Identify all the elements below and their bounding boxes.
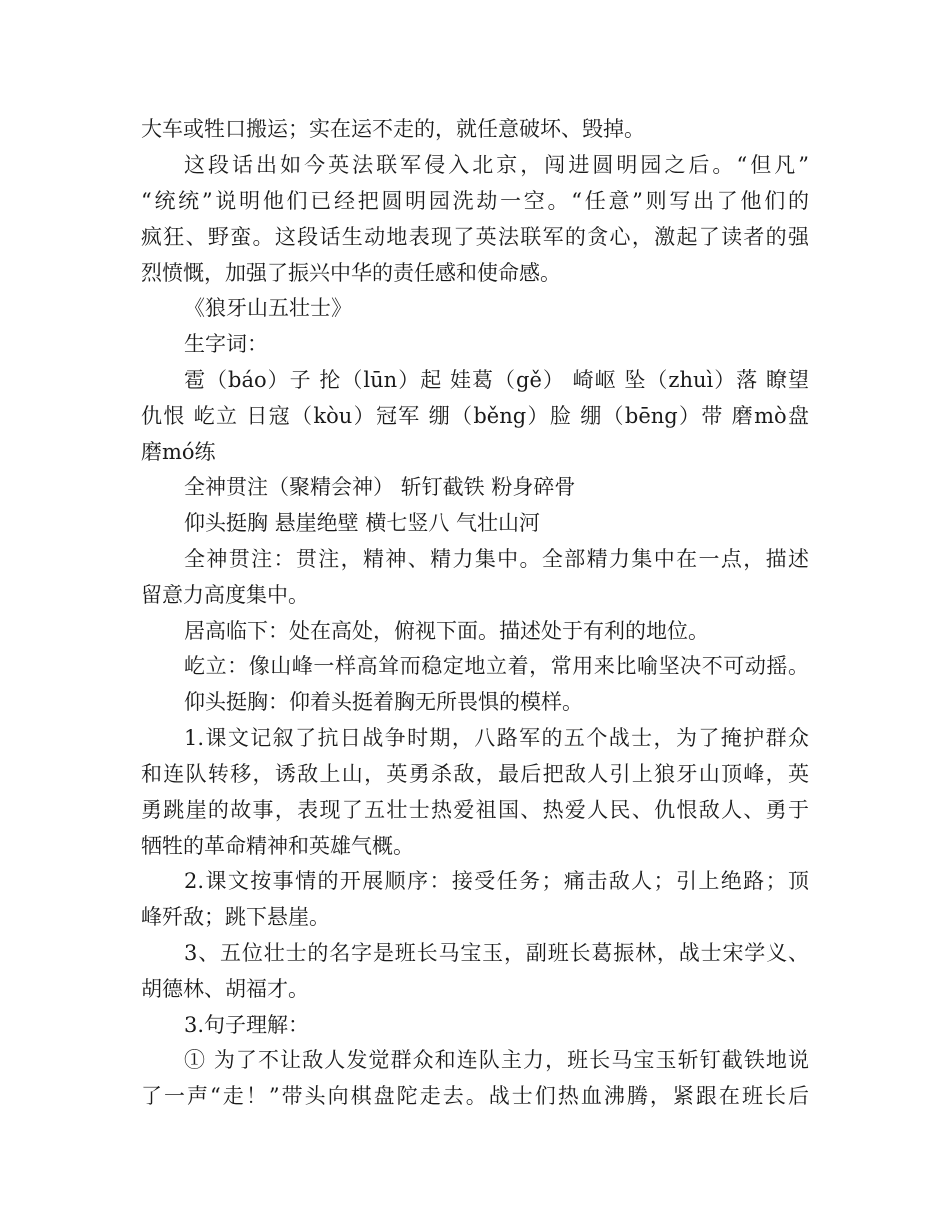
text-line: “统统”说明他们已经把圆明园洗劫一空。“任意”则写出了他们的 [141, 189, 809, 213]
text-line: 居高临下：处在高处，俯视下面。描述处于有利的地位。 [184, 619, 709, 643]
text-line: 全神贯注：贯注，精神、精力集中。全部精力集中在一点，描述 [184, 547, 809, 571]
text-line: 3、五位壮士的名字是班长马宝玉，副班长葛振林，战士宋学义、 [184, 941, 809, 965]
text-line: 生字词： [184, 332, 268, 356]
text-line: 峰歼敌；跳下悬崖。 [141, 905, 330, 929]
text-line: 这段话出如今英法联军侵入北京，闯进圆明园之后。“但凡” [184, 153, 809, 177]
text-line: ① 为了不让敌人发觉群众和连队主力，班长马宝玉斩钉截铁地说 [184, 1048, 809, 1072]
text-line: 雹（báo）子 抡（lūn）起 娃葛（gě） 崎岖 坠（zhuì）落 瞭望 [184, 368, 809, 392]
text-line: 勇跳崖的故事，表现了五壮士热爱祖国、热爱人民、仇恨敌人、勇于 [141, 798, 809, 822]
text-line: 和连队转移，诱敌上山，英勇杀敌，最后把敌人引上狼牙山顶峰，英 [141, 762, 809, 786]
text-line: 2.课文按事情的开展顺序：接受任务；痛击敌人；引上绝路；顶 [184, 869, 809, 893]
text-line: 屹立：像山峰一样高耸而稳定地立着，常用来比喻坚决不可动摇。 [184, 654, 809, 678]
text-line: 磨mó练 [141, 440, 216, 464]
text-line: 仇恨 屹立 日寇（kòu）冠军 绷（běng）脸 绷（bēng）带 磨mò盘 [141, 404, 809, 428]
text-line: 1.课文记叙了抗日战争时期，八路军的五个战士，为了掩护群众 [184, 726, 809, 750]
text-line: 留意力高度集中。 [141, 583, 309, 607]
text-line: 3.句子理解： [184, 1013, 310, 1037]
text-line: 胡德林、胡福才。 [141, 977, 309, 1001]
text-line: 仰头挺胸：仰着头挺着胸无所畏惧的模样。 [184, 690, 583, 714]
text-line: 烈愤慨，加强了振兴中华的责任感和使命感。 [141, 261, 561, 285]
text-line: 疯狂、野蛮。这段话生动地表现了英法联军的贪心，激起了读者的强 [141, 225, 809, 249]
text-line: 牺牲的革命精神和英雄气概。 [141, 834, 414, 858]
text-line: 大车或牲口搬运；实在运不走的，就任意破坏、毁掉。 [141, 117, 645, 141]
text-line: 仰头挺胸 悬崖绝壁 横七竖八 气壮山河 [184, 511, 541, 535]
text-line: 全神贯注（聚精会神） 斩钉截铁 粉身碎骨 [184, 475, 576, 499]
text-line: 了一声“走！”带头向棋盘陀走去。战士们热血沸腾，紧跟在班长后 [141, 1084, 809, 1108]
section-title: 《狼牙山五壮士》 [184, 296, 352, 320]
